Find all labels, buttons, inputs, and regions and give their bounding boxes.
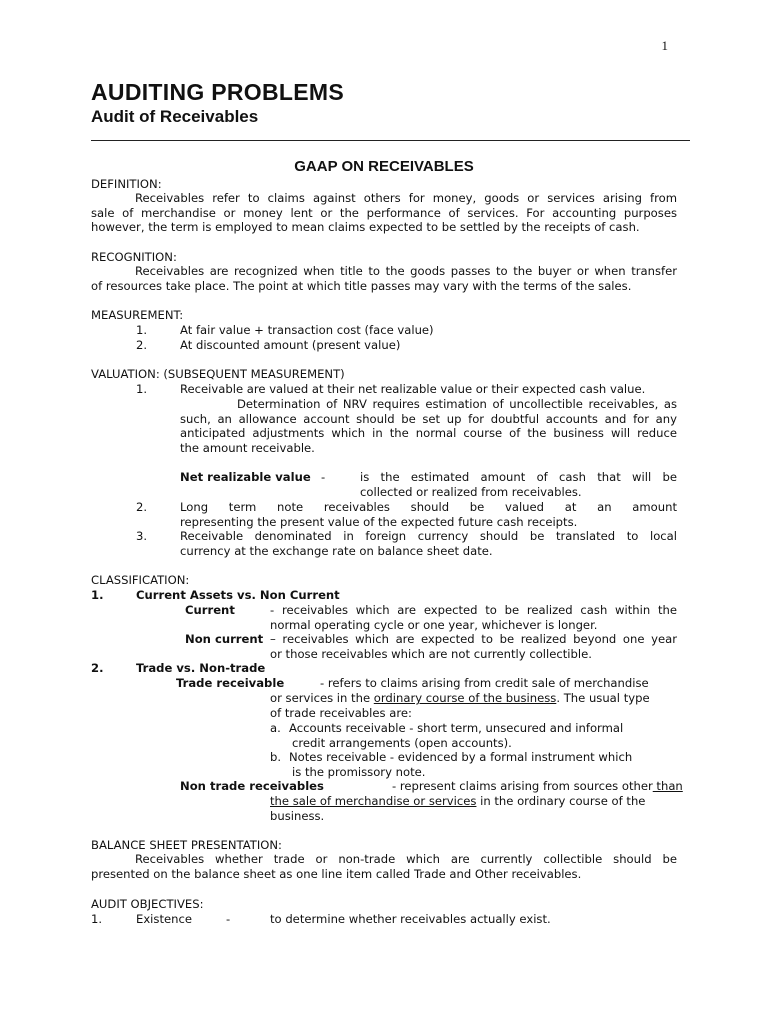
trade-def-line-2a: or services in the xyxy=(270,691,374,705)
definition-line-3: however, the term is employed to mean claims expected to be settled by the receipts of cash. xyxy=(91,220,640,235)
valuation-heading-text: VALUATION: (SUBSEQUENT MEASUREMENT) xyxy=(91,367,345,381)
recognition-paragraph xyxy=(91,264,677,293)
trade-def-line-2b: . The usual type xyxy=(556,691,650,705)
valuation-item-3-line-1: Receivable denominated in foreign currency should be translated to local xyxy=(180,529,677,543)
balance-sheet-line-2: presented on the balance sheet as one line item called Trade and Other receivables. xyxy=(91,866,582,881)
sub-b-line-1: Notes receivable - evidenced by a formal instrument which xyxy=(289,750,633,764)
page-number: 1 xyxy=(661,38,668,53)
balance-sheet-heading: BALANCE SHEET PRESENTATION: xyxy=(91,838,282,852)
noncurrent-definition xyxy=(270,632,677,661)
classification-num-1: 1. xyxy=(91,588,104,602)
definition-paragraph xyxy=(91,191,677,235)
balance-sheet-paragraph xyxy=(91,852,677,881)
audit-objective-term: Existence xyxy=(136,912,192,926)
audit-objective-num-1: 1. xyxy=(91,912,103,926)
classification-heading: CLASSIFICATION: xyxy=(91,573,190,587)
nontrade-def-line-2b: in the ordinary course of the xyxy=(476,794,646,808)
nrv-definition xyxy=(360,470,677,499)
valuation-item-3-line-2: currency at the exchange rate on balance sheet date. xyxy=(180,543,493,558)
nontrade-def-line-2 xyxy=(270,794,645,809)
current-def-line-1: - receivables which are expected to be realized cash within the xyxy=(270,603,677,617)
nrv-def-line-1: is the estimated amount of cash that will be xyxy=(360,470,677,484)
valuation-item-2-line-1: Long term note receivables should be valued at an amount xyxy=(180,500,677,514)
audit-objective-def: to determine whether receivables actually exist. xyxy=(270,912,551,926)
sub-a-line-2: credit arrangements (open accounts). xyxy=(292,736,512,750)
measurement-num-2: 2. xyxy=(136,338,148,352)
classification-num-2: 2. xyxy=(91,661,104,675)
valuation-num-3: 3. xyxy=(136,529,148,543)
nrv-dash: - xyxy=(321,470,326,484)
valuation-item-2 xyxy=(180,500,677,529)
recognition-heading: RECOGNITION: xyxy=(91,250,177,264)
valuation-heading xyxy=(91,367,345,382)
noncurrent-def-line-2: or those receivables which are not currently collectible. xyxy=(270,646,592,661)
ordinary-course-underline: ordinary course of the business xyxy=(373,691,557,705)
audit-objective-dash: - xyxy=(226,912,231,926)
recognition-line-2: of resources take place. The point at which title passes may vary with the terms of the sales. xyxy=(91,278,632,293)
nontrade-def-line-1 xyxy=(392,779,683,794)
sub-a-label: a. xyxy=(270,721,281,735)
nrv-para-line-3: anticipated adjustments which in the normal course of the business will reduce xyxy=(180,426,677,441)
trade-def-line-1: - refers to claims arising from credit sale of merchandise xyxy=(320,676,649,690)
recognition-line-1: Receivables are recognized when title to the goods passes to the buyer or when transfer xyxy=(135,264,677,278)
trade-receivable-term: Trade receivable xyxy=(176,676,285,690)
measurement-heading: MEASUREMENT: xyxy=(91,308,184,322)
current-def-line-2: normal operating cycle or one year, whichever is longer. xyxy=(270,617,598,632)
sale-of-merchandise-underline: the sale of merchandise or services xyxy=(270,794,477,808)
valuation-num-2: 2. xyxy=(136,500,148,514)
trade-def-line-2 xyxy=(270,691,650,706)
nrv-term: Net realizable value xyxy=(180,470,311,484)
valuation-item-1: Receivable are valued at their net realizable value or their expected cash value. xyxy=(180,382,646,396)
classification-title-1: Current Assets vs. Non Current xyxy=(136,588,340,602)
measurement-num-1: 1. xyxy=(136,323,148,337)
nrv-para-line-1: Determination of NRV requires estimation of uncollectible receivables, as xyxy=(237,397,677,411)
sub-a-line-1: Accounts receivable - short term, unsecured and informal xyxy=(289,721,624,735)
section-title: GAAP ON RECEIVABLES xyxy=(294,158,474,175)
noncurrent-term: Non current xyxy=(185,632,264,646)
measurement-item-2: At discounted amount (present value) xyxy=(180,338,401,352)
nontrade-term: Non trade receivables xyxy=(180,779,324,793)
trade-def-line-3: of trade receivables are: xyxy=(270,706,412,720)
current-definition xyxy=(270,603,677,632)
valuation-item-3 xyxy=(180,529,677,558)
document-title: AUDITING PROBLEMS xyxy=(91,79,344,105)
current-term: Current xyxy=(185,603,235,617)
valuation-nrv-paragraph xyxy=(180,397,677,455)
header-divider xyxy=(91,140,690,141)
classification-title-2: Trade vs. Non-trade xyxy=(136,661,266,675)
nrv-def-line-2: collected or realized from receivables. xyxy=(360,484,582,499)
definition-line-2: sale of merchandise or money lent or the performance of services. For accounting purposes xyxy=(91,205,677,220)
sub-b-line-2: is the promissory note. xyxy=(292,765,426,779)
than-underline: than xyxy=(652,779,683,793)
measurement-item-1: At fair value + transaction cost (face value) xyxy=(180,323,434,337)
valuation-num-1: 1. xyxy=(136,382,148,396)
noncurrent-def-line-1: – receivables which are expected to be realized beyond one year xyxy=(270,632,677,646)
balance-sheet-line-1: Receivables whether trade or non-trade which are currently collectible should be xyxy=(135,852,677,866)
sub-b-label: b. xyxy=(270,750,282,764)
nontrade-def-line-1a: - represent claims arising from sources other xyxy=(392,779,653,793)
nrv-para-line-2: such, an allowance account should be set up for doubtful accounts and for any xyxy=(180,411,677,426)
valuation-item-2-line-2: representing the present value of the expected future cash receipts. xyxy=(180,514,578,529)
definition-heading: DEFINITION: xyxy=(91,177,162,191)
nrv-para-line-4: the amount receivable. xyxy=(180,440,315,455)
document-subtitle: Audit of Receivables xyxy=(91,107,259,126)
definition-line-1: Receivables refer to claims against others for money, goods or services arising from xyxy=(135,191,677,205)
audit-objectives-heading: AUDIT OBJECTIVES: xyxy=(91,897,204,911)
nontrade-def-line-3: business. xyxy=(270,809,325,823)
